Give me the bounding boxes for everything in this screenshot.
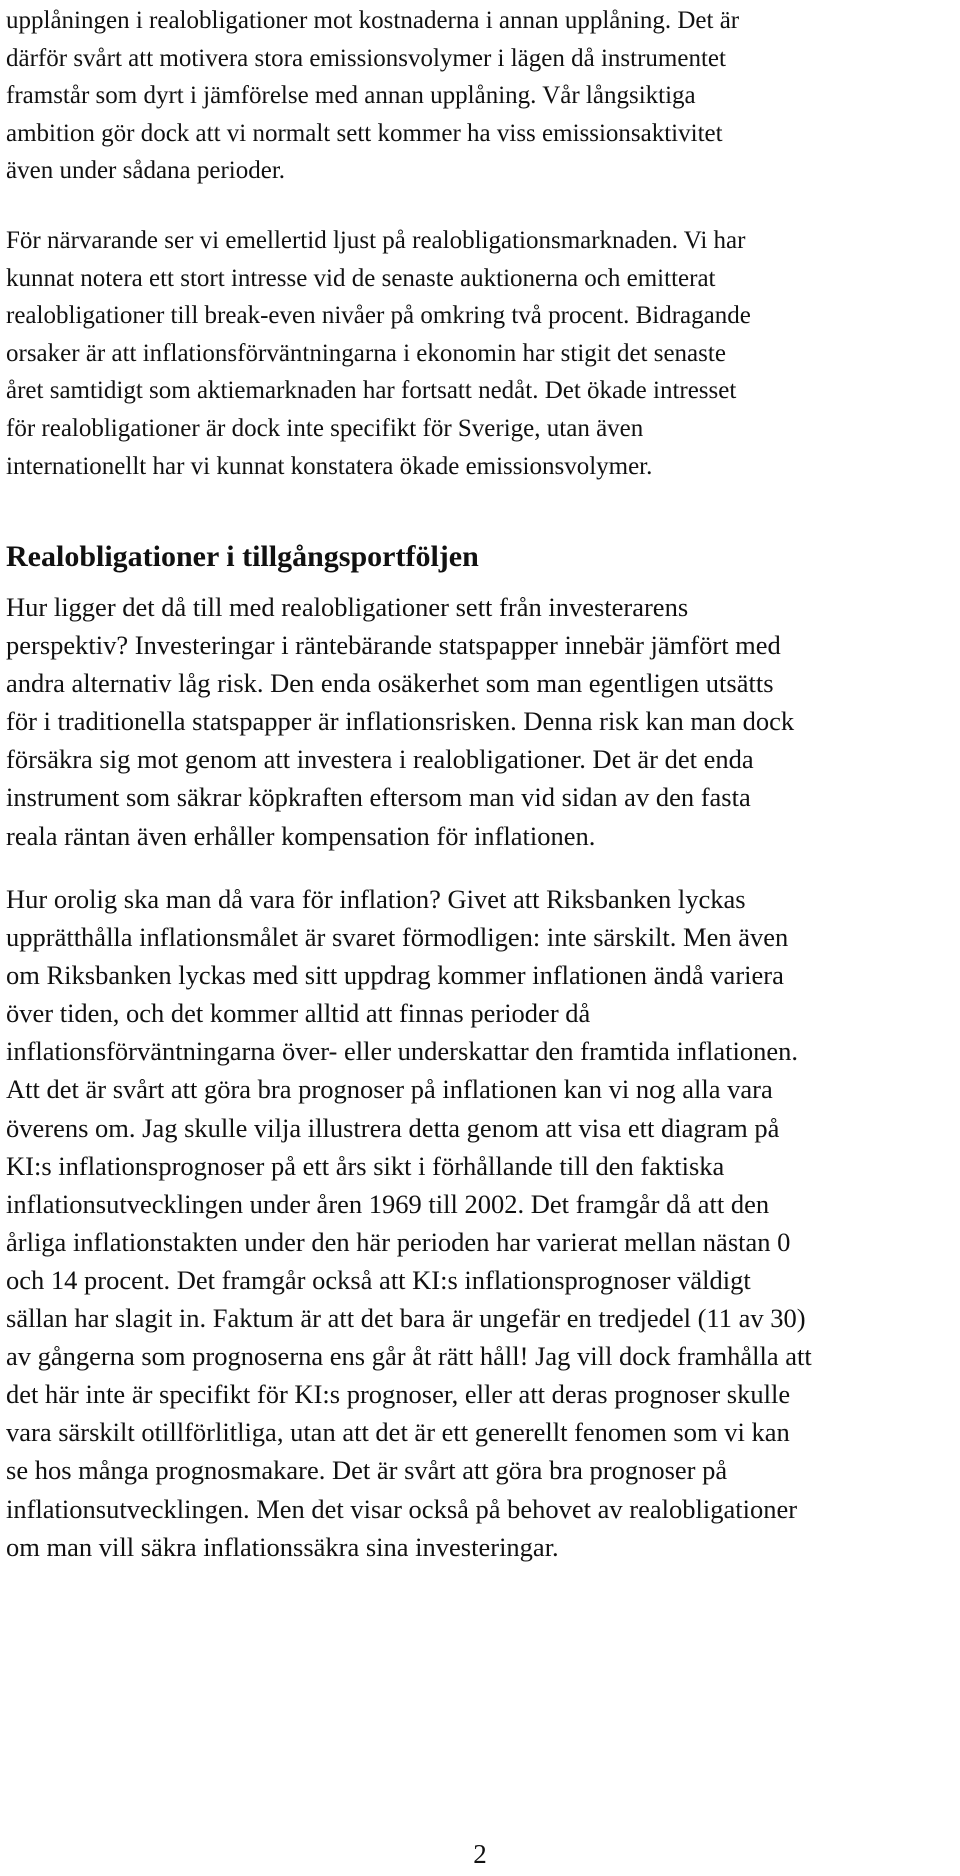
- text-line: realobligationer till break-even nivåer på omkring två procent. Bidragande: [6, 302, 751, 330]
- market-paragraph: [6, 222, 954, 485]
- text-line: Att det är svårt att göra bra prognoser på inflationen kan vi nog alla vara: [6, 1074, 773, 1105]
- text-line: överens om. Jag skulle vilja illustrera detta genom att visa ett diagram på: [6, 1112, 780, 1143]
- text-line: av gångerna som prognoserna ens går åt rätt håll! Jag vill dock framhålla att: [6, 1341, 812, 1372]
- text-line: Hur ligger det då till med realobligationer sett från investerarens: [6, 592, 689, 622]
- text-line: upplåningen i realobligationer mot kostnaderna i annan upplåning. Det är: [6, 7, 740, 34]
- text-line: försäkra sig mot genom att investera i realobligationer. Det är det enda: [6, 744, 754, 775]
- text-line: det här inte är specifikt för KI:s prognoser, eller att deras prognoser skulle: [6, 1379, 791, 1410]
- text-line: kunnat notera ett stort intresse vid de senaste auktionerna och emitterat: [6, 264, 716, 292]
- text-line: vara särskilt otillförlitliga, utan att det är ett generellt fenomen som vi kan: [6, 1417, 790, 1448]
- page-number: 2: [473, 1839, 487, 1869]
- text-line: inflationsförväntningarna över- eller underskattar den framtida inflationen.: [6, 1036, 798, 1067]
- investor-paragraph: [6, 588, 954, 855]
- text-line: även under sådana perioder.: [6, 157, 286, 185]
- text-line: över tiden, och det kommer alltid att finnas perioder då: [6, 998, 591, 1029]
- text-line: inflationsutvecklingen. Men det visar också på behovet av realobligationer: [6, 1493, 798, 1524]
- text-line: Hur orolig ska man då vara för inflation? Givet att Riksbanken lyckas: [6, 884, 746, 914]
- text-line: instrument som säkrar köpkraften eftersom man vid sidan av den fasta: [6, 782, 751, 813]
- text-line: och 14 procent. Det framgår också att KI:s inflationsprognoser väldigt: [6, 1264, 751, 1295]
- intro-paragraph: [6, 2, 954, 190]
- text-line: inflationsutvecklingen under åren 1969 till 2002. Det framgår då att den: [6, 1188, 770, 1219]
- text-line: upprätthålla inflationsmålet är svaret förmodligen: inte särskilt. Men även: [6, 922, 789, 953]
- text-line: orsaker är att inflationsförväntningarna i ekonomin har stigit det senaste: [6, 339, 726, 367]
- text-line: framstår som dyrt i jämförelse med annan upplåning. Vår långsiktiga: [6, 82, 696, 110]
- inflation-paragraph: [6, 880, 954, 1566]
- text-line: för realobligationer är dock inte specifikt för Sverige, utan även: [6, 414, 644, 442]
- text-line: året samtidigt som aktiemarknaden har fortsatt nedåt. Det ökade intresset: [6, 377, 737, 405]
- text-line: om Riksbanken lyckas med sitt uppdrag kommer inflationen ändå variera: [6, 960, 784, 991]
- text-line: om man vill säkra inflationssäkra sina investeringar.: [6, 1531, 559, 1562]
- text-line: ambition gör dock att vi normalt sett kommer ha viss emissionsaktivitet: [6, 119, 723, 147]
- text-line: andra alternativ låg risk. Den enda osäkerhet som man egentligen utsätts: [6, 668, 774, 699]
- text-line: För närvarande ser vi emellertid ljust på realobligationsmarknaden. Vi har: [6, 227, 746, 254]
- text-line: reala räntan även erhåller kompensation för inflationen.: [6, 820, 596, 851]
- text-line: perspektiv? Investeringar i räntebärande statspapper innebär jämfört med: [6, 630, 781, 661]
- text-line: sällan har slagit in. Faktum är att det bara är ungefär en tredjedel (11 av 30): [6, 1303, 806, 1334]
- text-line: för i traditionella statspapper är inflationsrisken. Denna risk kan man dock: [6, 706, 795, 737]
- text-line: se hos många prognosmakare. Det är svårt att göra bra prognoser på: [6, 1455, 728, 1486]
- text-line: därför svårt att motivera stora emissionsvolymer i lägen då instrumentet: [6, 44, 726, 72]
- section-heading: Realobligationer i tillgångsportföljen: [6, 540, 479, 573]
- text-line: KI:s inflationsprognoser på ett års sikt i förhållande till den faktiska: [6, 1150, 725, 1181]
- text-line: årliga inflationstakten under den här perioden har varierat mellan nästan 0: [6, 1226, 791, 1257]
- text-line: internationellt har vi kunnat konstatera ökade emissionsvolymer.: [6, 452, 653, 480]
